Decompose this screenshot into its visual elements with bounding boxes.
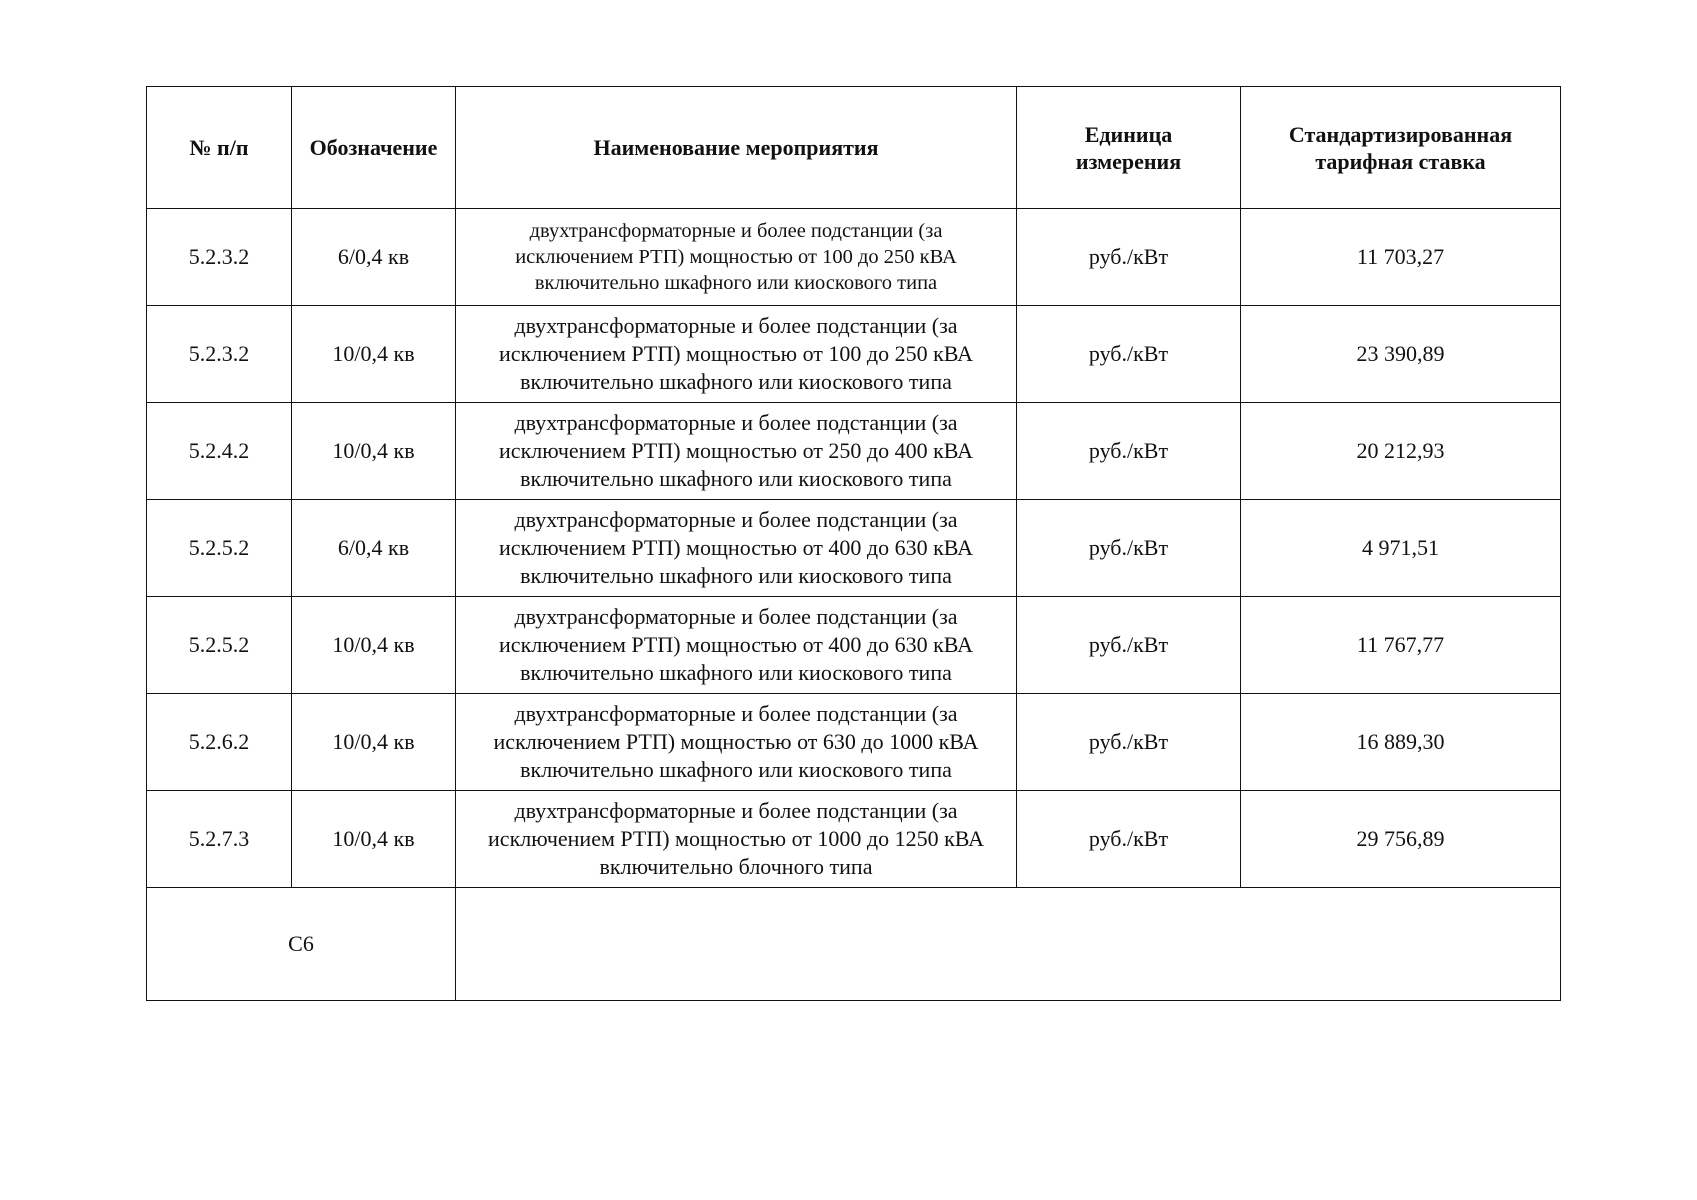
row-rate: 20 212,93 <box>1241 403 1561 500</box>
table-footer-row <box>147 888 1561 1001</box>
row-designation: 6/0,4 кв <box>292 209 456 306</box>
row-rate: 11 767,77 <box>1241 597 1561 694</box>
row-unit: руб./кВт <box>1017 209 1241 306</box>
row-number: 5.2.6.2 <box>147 694 292 791</box>
table-row <box>147 694 1561 791</box>
row-number: 5.2.3.2 <box>147 209 292 306</box>
row-unit: руб./кВт <box>1017 791 1241 888</box>
tariff-rates-table <box>146 86 1561 1001</box>
row-measure-name: двухтрансформаторные и более подстанции (за исключением РТП) мощностью от 250 до 400 кВА включительно шкафного или киоскового типа <box>456 403 1017 500</box>
row-measure-name: двухтрансформаторные и более подстанции (за исключением РТП) мощностью от 100 до 250 кВА включительно шкафного или киоскового типа <box>456 306 1017 403</box>
row-designation: 10/0,4 кв <box>292 306 456 403</box>
row-number: 5.2.5.2 <box>147 500 292 597</box>
table-row <box>147 209 1561 306</box>
table-row <box>147 597 1561 694</box>
header-unit: Единица измерения <box>1017 87 1241 209</box>
row-number: 5.2.5.2 <box>147 597 292 694</box>
row-designation: 10/0,4 кв <box>292 694 456 791</box>
row-measure-name: двухтрансформаторные и более подстанции (за исключением РТП) мощностью от 630 до 1000 кВА включительно шкафного или киоскового типа <box>456 694 1017 791</box>
footer-label: С6 <box>147 888 456 1001</box>
table-row <box>147 500 1561 597</box>
row-measure-name: двухтрансформаторные и более подстанции (за исключением РТП) мощностью от 100 до 250 кВА включительно шкафного или киоскового типа <box>456 209 1017 306</box>
row-unit: руб./кВт <box>1017 500 1241 597</box>
row-measure-name: двухтрансформаторные и более подстанции (за исключением РТП) мощностью от 1000 до 1250 кВА включительно блочного типа <box>456 791 1017 888</box>
row-rate: 4 971,51 <box>1241 500 1561 597</box>
row-unit: руб./кВт <box>1017 306 1241 403</box>
row-rate: 23 390,89 <box>1241 306 1561 403</box>
row-rate: 29 756,89 <box>1241 791 1561 888</box>
row-unit: руб./кВт <box>1017 403 1241 500</box>
row-rate: 11 703,27 <box>1241 209 1561 306</box>
row-measure-name: двухтрансформаторные и более подстанции (за исключением РТП) мощностью от 400 до 630 кВА включительно шкафного или киоскового типа <box>456 597 1017 694</box>
row-number: 5.2.7.3 <box>147 791 292 888</box>
row-unit: руб./кВт <box>1017 597 1241 694</box>
row-designation: 6/0,4 кв <box>292 500 456 597</box>
row-number: 5.2.3.2 <box>147 306 292 403</box>
row-designation: 10/0,4 кв <box>292 403 456 500</box>
row-unit: руб./кВт <box>1017 694 1241 791</box>
row-rate: 16 889,30 <box>1241 694 1561 791</box>
header-designation: Обозначение <box>292 87 456 209</box>
header-measure-name: Наименование мероприятия <box>456 87 1017 209</box>
row-designation: 10/0,4 кв <box>292 597 456 694</box>
header-number: № п/п <box>147 87 292 209</box>
row-measure-name: двухтрансформаторные и более подстанции (за исключением РТП) мощностью от 400 до 630 кВА включительно шкафного или киоскового типа <box>456 500 1017 597</box>
table-row <box>147 791 1561 888</box>
row-designation: 10/0,4 кв <box>292 791 456 888</box>
table-row <box>147 306 1561 403</box>
table-row <box>147 403 1561 500</box>
header-standard-rate: Стандартизированная тарифная ставка <box>1241 87 1561 209</box>
table-header-row <box>147 87 1561 209</box>
row-number: 5.2.4.2 <box>147 403 292 500</box>
footer-value <box>456 888 1561 1001</box>
